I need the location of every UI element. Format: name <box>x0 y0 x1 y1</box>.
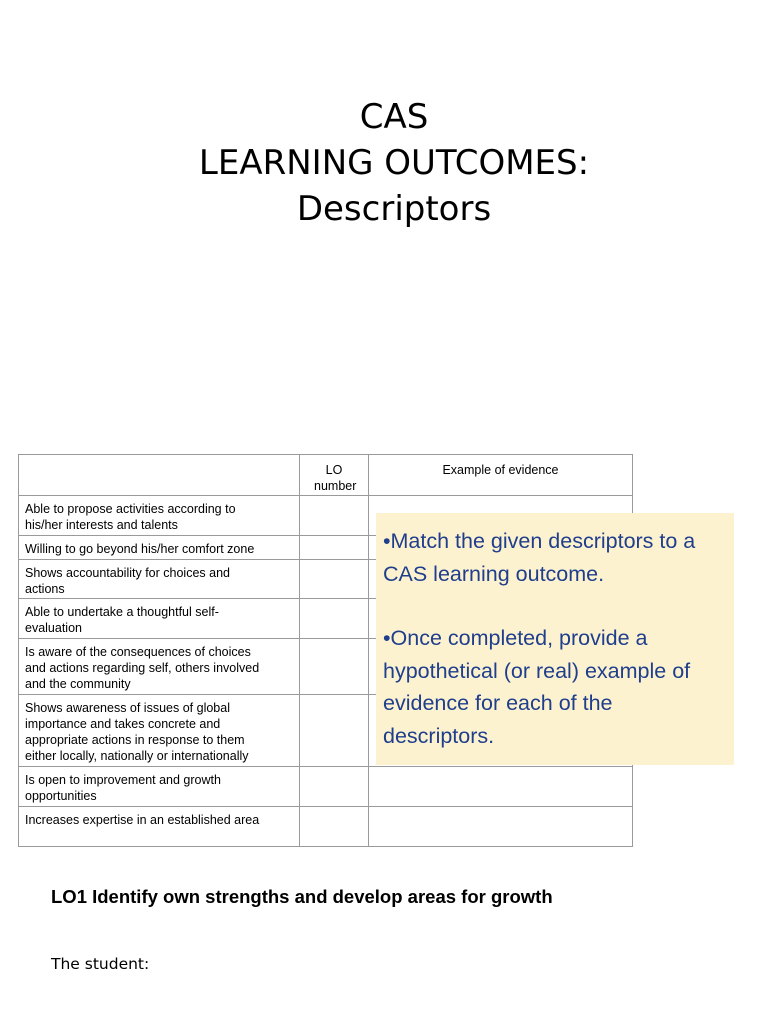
title-line-1: CAS <box>359 97 429 137</box>
instruction-bullet-1: •Match the given descriptors to a CAS learning outcome. <box>383 529 696 586</box>
title-line-3: Descriptors <box>296 189 492 229</box>
evidence-cell[interactable] <box>369 807 633 847</box>
lo-number-cell[interactable] <box>300 496 369 536</box>
descriptor-cell <box>19 496 300 536</box>
instruction-bullet-2: •Once completed, provide a hypothetical (or real) example of evidence for each of the descriptors. <box>383 626 691 748</box>
instructions-callout <box>376 513 734 765</box>
descriptor-text: Is open to improvement and growth <box>25 773 221 787</box>
descriptor-cell <box>19 767 300 807</box>
table-row <box>19 767 633 807</box>
descriptor-cell <box>19 695 300 767</box>
lo1-heading: LO1 Identify own strengths and develop areas for growth <box>51 886 553 907</box>
descriptor-text: appropriate actions in response to them <box>25 733 245 747</box>
descriptor-cell <box>19 536 300 560</box>
descriptor-text: either locally, nationally or internationally <box>25 749 249 763</box>
lo-number-cell[interactable] <box>300 695 369 767</box>
descriptor-text: and actions regarding self, others involved <box>25 661 260 675</box>
descriptor-text: Is aware of the consequences of choices <box>25 645 251 659</box>
descriptor-text: his/her interests and talents <box>25 518 178 532</box>
descriptor-text: actions <box>25 582 65 596</box>
lo-number-cell[interactable] <box>300 599 369 639</box>
header-evidence: Example of evidence <box>369 455 633 496</box>
table-header-row <box>19 455 633 496</box>
title-line-2: LEARNING OUTCOMES: <box>198 143 590 183</box>
descriptor-text: importance and takes concrete and <box>25 717 221 731</box>
descriptor-cell <box>19 599 300 639</box>
descriptor-text: Able to propose activities according to <box>25 502 236 516</box>
descriptor-cell <box>19 639 300 695</box>
lo-number-cell[interactable] <box>300 536 369 560</box>
table-row <box>19 807 633 847</box>
descriptor-text: Able to undertake a thoughtful self- <box>25 605 219 619</box>
header-descriptor <box>19 455 300 496</box>
descriptor-text: Increases expertise in an established area <box>25 813 260 827</box>
student-label: The student: <box>51 955 150 973</box>
descriptor-text: Willing to go beyond his/her comfort zone <box>25 542 255 556</box>
descriptor-text: Shows awareness of issues of global <box>25 701 230 715</box>
lo-number-cell[interactable] <box>300 767 369 807</box>
header-lo-number-label: LO number <box>314 463 357 493</box>
evidence-cell[interactable] <box>369 767 633 807</box>
descriptor-text: and the community <box>25 677 131 691</box>
descriptor-text: Shows accountability for choices and <box>25 566 230 580</box>
descriptor-text: opportunities <box>25 789 97 803</box>
lo-number-cell[interactable] <box>300 639 369 695</box>
descriptor-text: evaluation <box>25 621 82 635</box>
lo-number-cell[interactable] <box>300 807 369 847</box>
descriptor-cell <box>19 807 300 847</box>
descriptor-cell <box>19 560 300 599</box>
header-lo-number <box>300 455 369 496</box>
page-title <box>0 94 768 232</box>
lo-number-cell[interactable] <box>300 560 369 599</box>
